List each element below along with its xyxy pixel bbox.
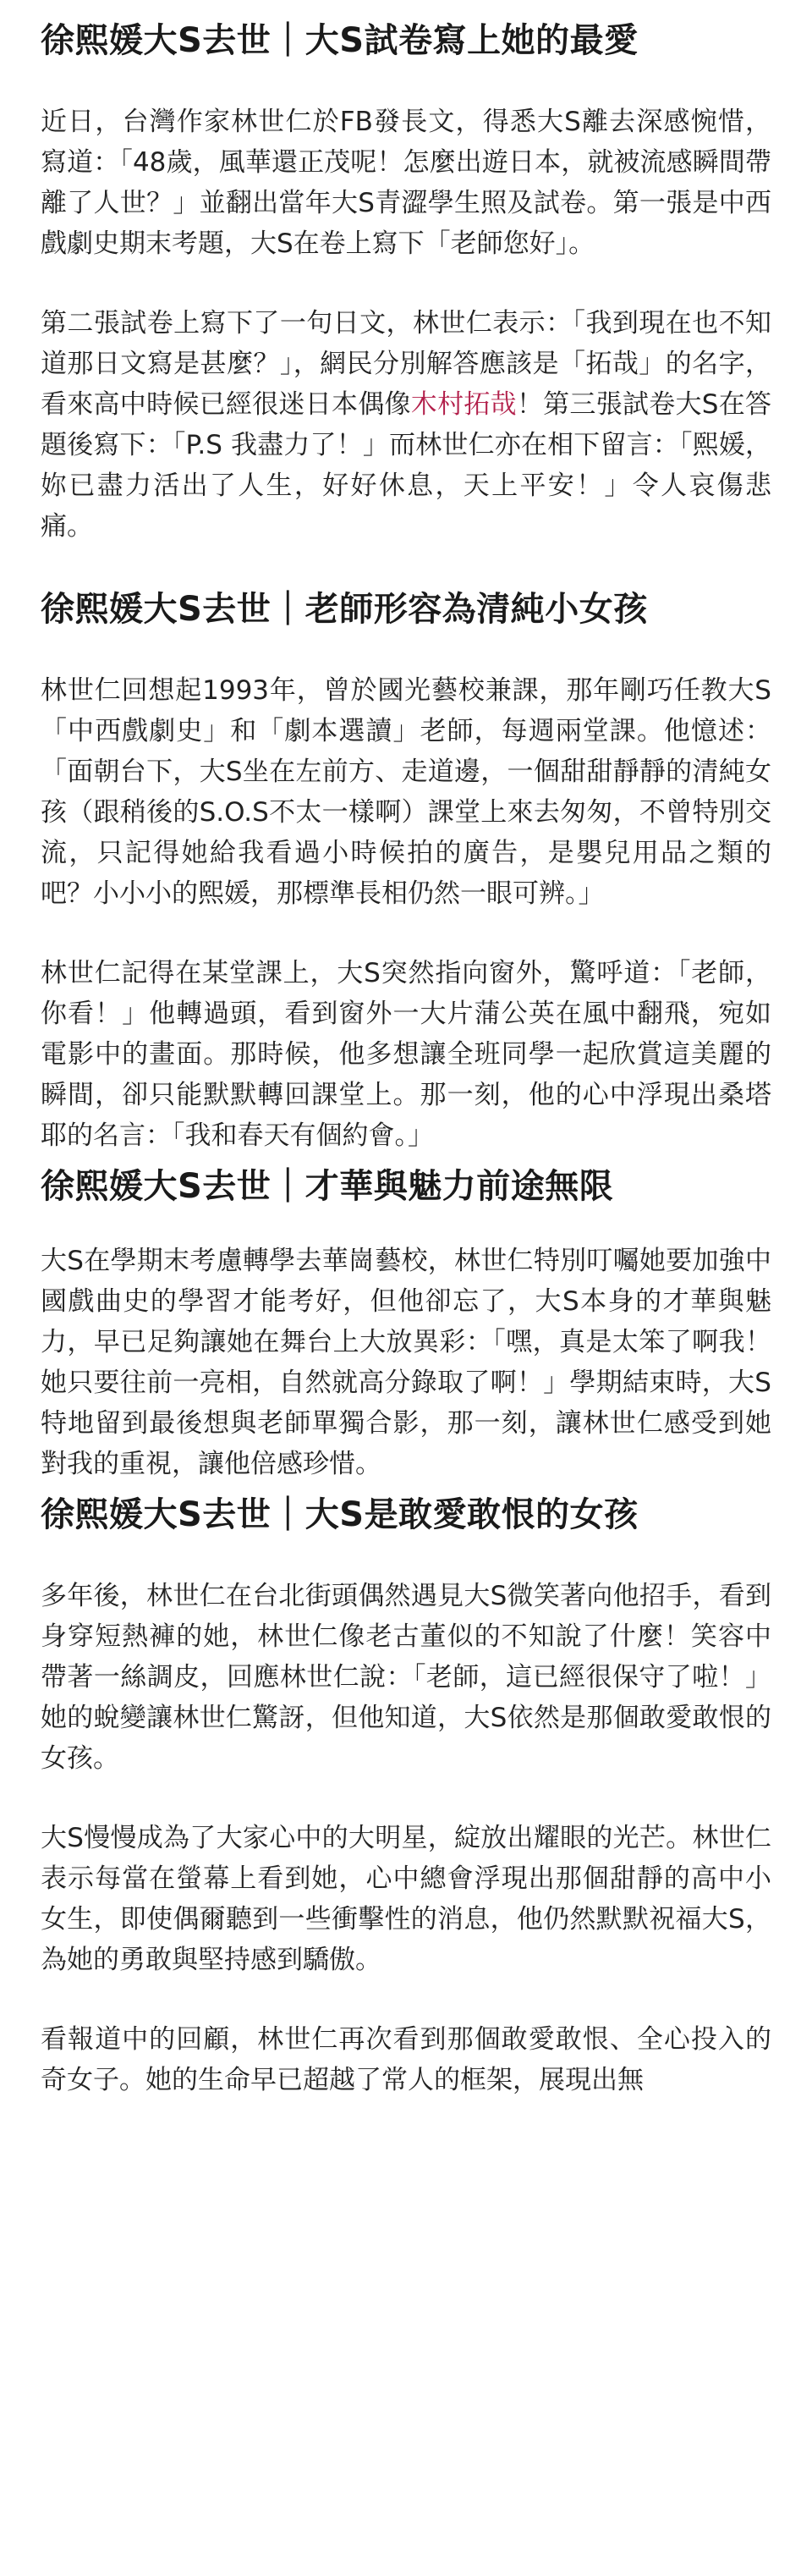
paragraph: 林世仁回想起1993年，曾於國光藝校兼課，那年剛巧任教大S「中西戲劇史」和「劇本選讀」老師，每週兩堂課。他憶述：「面朝台下，大S坐在左前方、走道邊，一個甜甜靜靜的清純女孩（跟稍後的S.O.S不太一樣啊）課堂上來去匆匆，不曾特別交流，只記得她給我看過小時候拍的廣告，是嬰兒用品之類的吧？小小小的熙媛，那標準長相仍然一眼可辨。」 [41,675,771,909]
paragraph-text: 第二張試卷上寫下了一句日文，林世仁表示：「我到現在也不知道那日文寫是甚麼？」，網民分別解答應該是「拓哉」的名字，看來高中時候已經很迷日本偶像 [41,308,771,420]
paragraph: 林世仁記得在某堂課上，大S突然指向窗外，驚呼道：「老師，你看！」他轉過頭，看到窗外一大片蒲公英在風中翻飛，宛如電影中的畫面。那時候，他多想讓全班同學一起欣賞這美麗的瞬間，卻只能默默轉回課堂上。那一刻，他的心中浮現出桑塔耶的名言：「我和春天有個約會。」 [41,958,771,1151]
paragraph: 看報道中的回顧，林世仁再次看到那個敢愛敢恨、全心投入的奇女子。她的生命早已超越了常人的框架，展現出無 [41,2024,771,2095]
section-heading: 徐熙媛大S去世｜才華與魅力前途無限 [41,1167,614,1206]
section-heading: 徐熙媛大S去世｜大S是敢愛敢恨的女孩 [41,1495,639,1534]
paragraph [41,303,771,547]
paragraph: 近日，台灣作家林世仁於FB發長文，得悉大S離去深感惋惜，寫道：「48歲，風華還正茂呢！怎麼出遊日本，就被流感瞬間帶離了人世？」並翻出當年大S青澀學生照及試卷。第一張是中西戲劇史期末考題，大S在卷上寫下「老師您好」。 [41,107,771,259]
paragraph: 大S在學期末考慮轉學去華崗藝校，林世仁特別叮囑她要加強中國戲曲史的學習才能考好，但他卻忘了，大S本身的才華與魅力，早已足夠讓她在舞台上大放異彩：「嘿，真是太笨了啊我！她只要往前一亮相，自然就高分錄取了啊！」學期結束時，大S特地留到最後想與老師單獨合影，那一刻，讓林世仁感受到她對我的重視，讓他倍感珍惜。 [41,1246,771,1479]
section-heading: 徐熙媛大S去世｜老師形容為清純小女孩 [41,590,648,629]
paragraph: 大S慢慢成為了大家心中的大明星，綻放出耀眼的光芒。林世仁表示每當在螢幕上看到她，心中總會浮現出那個甜靜的高中小女生，即使偶爾聽到一些衝擊性的消息，他仍然默默祝福大S，為她的勇敢與堅持感到驕傲。 [41,1823,771,1975]
paragraph: 多年後，林世仁在台北街頭偶然遇見大S微笑著向他招手，看到身穿短熱褲的她，林世仁像老古董似的不知說了什麼！笑容中帶著一絲調皮，回應林世仁說：「老師，這已經很保守了啦！」她的蛻變讓林世仁驚訝，但他知道，大S依然是那個敢愛敢恨的女孩。 [41,1581,771,1774]
section-heading: 徐熙媛大S去世｜大S試卷寫上她的最愛 [41,21,639,60]
paragraph-text: ！第三張試卷大S在答題後寫下：「P.S 我盡力了！」而林世仁亦在相下留言：「熙媛，妳已盡力活出了人生，好好休息，天上平安！」令人哀傷悲痛。 [41,389,772,542]
actor-link[interactable]: 木村拓哉 [410,389,517,420]
